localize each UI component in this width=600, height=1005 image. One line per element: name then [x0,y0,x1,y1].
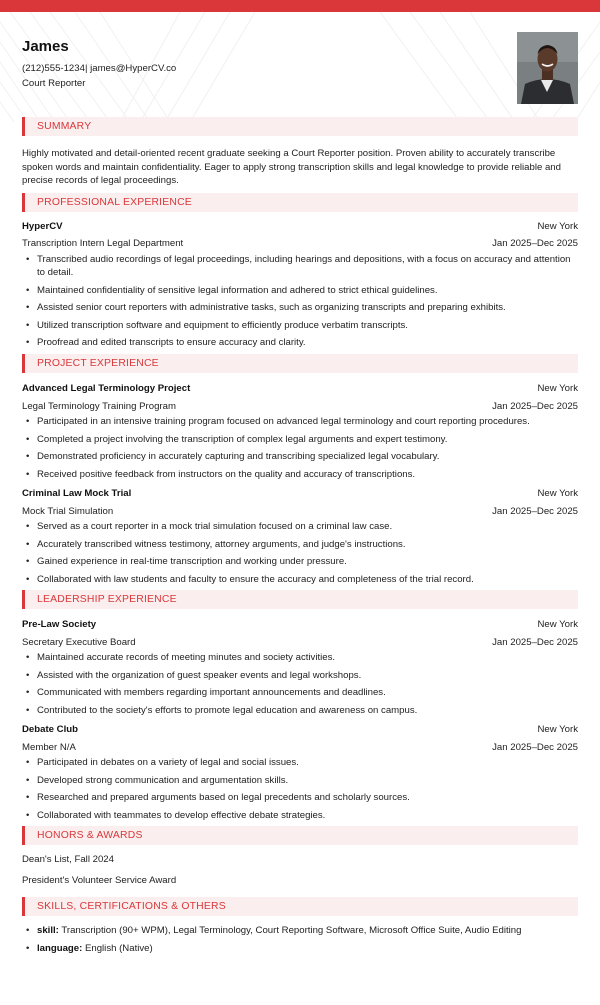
bullet-item: • Proofread and edited transcripts to ensure accuracy and clarity. [22,336,578,350]
bullet-item: • Collaborated with law students and faculty to ensure the accuracy and completeness of the trial record. [22,573,578,587]
bullet-item: • Received positive feedback from instructors on the quality and accuracy of transcriptions. [22,468,578,482]
bullet-item: • Gained experience in real-time transcription and working under pressure. [22,555,578,569]
skills-section-header [22,897,578,916]
entry-header [22,380,578,398]
entry-role: Legal Terminology Training Program [22,400,176,412]
section-title: PROJECT EXPERIENCE [37,358,159,370]
entry-subheader [22,739,578,757]
project-entry [22,485,578,586]
contact-info: (212)555-1234| james@HyperCV.co [22,63,177,74]
section-title: PROFESSIONAL EXPERIENCE [37,196,192,208]
entry-location: New York [537,619,578,631]
entry-header [22,485,578,503]
section-accent-bar [22,193,25,212]
entry-subheader [22,235,578,253]
profile-photo [517,32,578,104]
bullet-item: • Collaborated with teammates to develop effective debate strategies. [22,809,578,823]
section-title: SUMMARY [37,121,92,132]
entry-org: Criminal Law Mock Trial [22,488,132,500]
project-entry [22,380,578,481]
professional-section-header [22,193,578,212]
entry-org: Advanced Legal Terminology Project [22,383,191,395]
entry-dates: Jan 2025–Dec 2025 [492,400,578,412]
section-accent-bar [22,590,25,609]
entry-bullets [22,253,578,350]
resume-body [22,117,578,959]
entry-dates: Jan 2025–Dec 2025 [492,505,578,517]
bullet-item: • Contributed to the society's efforts to promote legal education and awareness on campus. [22,704,578,718]
skill-item [22,924,578,938]
honor-item: President's Volunteer Service Award [22,875,177,887]
bullet-item: • Developed strong communication and argumentation skills. [22,774,578,788]
bullet-item: • Maintained confidentiality of sensitive legal information and adhered to strict ethical guidelines. [22,284,578,298]
bullet-item: • Accurately transcribed witness testimony, attorney arguments, and judge's instructions. [22,538,578,552]
projects-section-header [22,354,578,373]
entry-header [22,218,578,236]
honor-item: Dean's List, Fall 2024 [22,854,114,866]
entry-role: Transcription Intern Legal Department [22,238,184,250]
job-title: Court Reporter [22,78,86,90]
bullet-item: • Maintained accurate records of meeting minutes and society activities. [22,651,578,665]
entry-dates: Jan 2025–Dec 2025 [492,238,578,250]
leadership-section-header [22,590,578,609]
skill-label: language: [37,942,83,954]
entry-bullets [22,520,578,586]
section-title: SKILLS, CERTIFICATIONS & OTHERS [37,901,226,913]
entry-header [22,616,578,634]
summary-text: Highly motivated and detail-oriented recent graduate seeking a Court Reporter position. Proven ability to accurately transcribe spoken words and maintain confidentiality. Eager to apply strong transcription skills and legal knowledge to provide reliable and precise records of legal proceedings. [22,148,561,187]
bullet-item: • Completed a project involving the transcription of complex legal arguments and expert testimony. [22,433,578,447]
experience-entry [22,218,578,350]
section-accent-bar [22,354,25,373]
entry-org: Debate Club [22,724,78,736]
skill-value: Transcription (90+ WPM), Legal Terminology, Court Reporting Software, Microsoft Office Suite, Audio Editing [61,925,522,937]
bullet-item: • Served as a court reporter in a mock trial simulation focused on a criminal law case. [22,520,578,534]
section-title: LEADERSHIP EXPERIENCE [37,594,177,606]
entry-bullets [22,415,578,481]
section-accent-bar [22,897,25,916]
entry-header [22,721,578,739]
bullet-item: • Researched and prepared arguments based on legal precedents and scholarly sources. [22,791,578,805]
entry-role: Member N/A [22,741,76,753]
entry-role: Secretary Executive Board [22,636,136,648]
entry-org: Pre-Law Society [22,619,97,631]
entry-bullets [22,651,578,717]
entry-org: HyperCV [22,220,63,232]
leadership-entry [22,616,578,717]
bullet-item: • Participated in debates on a variety of legal and social issues. [22,756,578,770]
bullet-item: • Assisted senior court reporters with administrative tasks, such as organizing transcripts and preparing exhibits. [22,301,578,315]
entry-dates: Jan 2025–Dec 2025 [492,636,578,648]
skill-value: English (Native) [84,942,153,954]
bullet-item: • Utilized transcription software and equipment to efficiently produce verbatim transcripts. [22,319,578,333]
section-title: HONORS & AWARDS [37,830,143,842]
summary-section-header [22,117,578,136]
leadership-entry [22,721,578,822]
entry-location: New York [537,488,578,500]
bullet-item: • Participated in an intensive training program focused on advanced legal terminology and court reporting procedures. [22,415,578,429]
bullet-item: • Assisted with the organization of guest speaker events and legal workshops. [22,669,578,683]
entry-dates: Jan 2025–Dec 2025 [492,741,578,753]
skill-item [22,942,578,956]
skills-list [22,924,578,955]
bullet-item: • Communicated with members regarding important announcements and deadlines. [22,686,578,700]
honors-section-header [22,826,578,845]
section-accent-bar [22,826,25,845]
entry-role: Mock Trial Simulation [22,505,114,517]
entry-subheader [22,503,578,521]
entry-location: New York [537,383,578,395]
entry-subheader [22,634,578,652]
resume-header [22,38,482,91]
entry-location: New York [537,724,578,736]
bullet-item: • Demonstrated proficiency in accurately capturing and transcribing specialized legal vocabulary. [22,450,578,464]
entry-bullets [22,756,578,822]
entry-subheader [22,398,578,416]
candidate-name: James [22,38,69,55]
section-accent-bar [22,117,25,136]
entry-location: New York [537,220,578,232]
skill-label: skill: [37,925,59,937]
top-accent-bar [0,0,600,12]
bullet-item: • Transcribed audio recordings of legal proceedings, including hearings and depositions, with a focus on accuracy and attention to detail. [22,253,578,280]
